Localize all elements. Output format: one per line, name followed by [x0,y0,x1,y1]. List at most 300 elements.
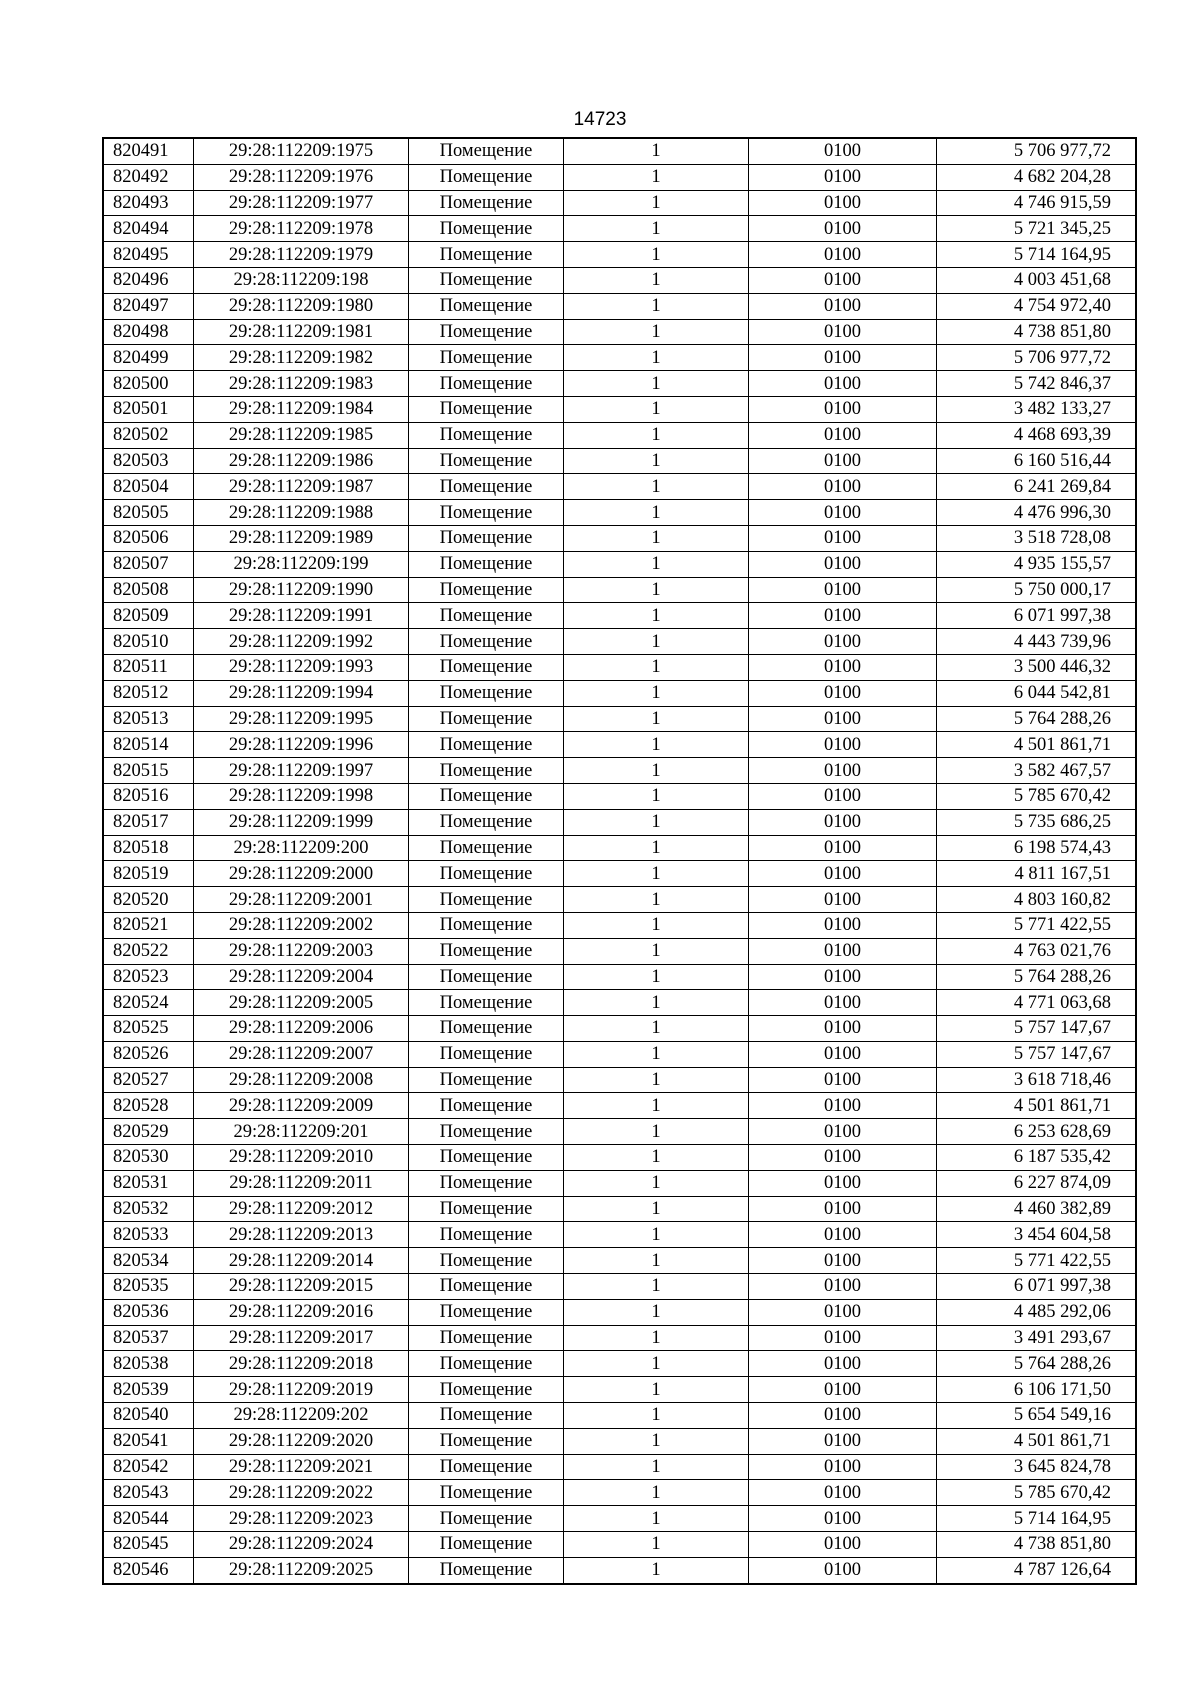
row-number-cell: 820495 [103,242,194,268]
code-cell: 0100 [749,267,937,293]
cadastral-number-cell: 29:28:112209:1988 [194,500,409,526]
code-cell: 0100 [749,783,937,809]
value-cell: 4 485 292,06 [937,1299,1137,1325]
value-cell: 3 500 446,32 [937,654,1137,680]
code-cell: 0100 [749,1325,937,1351]
table-row [103,1557,1136,1583]
row-number-cell: 820512 [103,680,194,706]
quantity-cell: 1 [564,293,749,319]
row-number-cell: 820525 [103,1016,194,1042]
cadastral-number-cell: 29:28:112209:1976 [194,164,409,190]
code-cell: 0100 [749,809,937,835]
quantity-cell: 1 [564,1016,749,1042]
table-row [103,1196,1136,1222]
table-row [103,500,1136,526]
row-number-cell: 820507 [103,551,194,577]
quantity-cell: 1 [564,1351,749,1377]
row-number-cell: 820519 [103,861,194,887]
row-number-cell: 820496 [103,267,194,293]
object-type-cell: Помещение [409,887,564,913]
row-number-cell: 820524 [103,990,194,1016]
code-cell: 0100 [749,1093,937,1119]
row-number-cell: 820504 [103,474,194,500]
code-cell: 0100 [749,1377,937,1403]
quantity-cell: 1 [564,809,749,835]
table-row [103,1480,1136,1506]
value-cell: 3 582 467,57 [937,758,1137,784]
quantity-cell: 1 [564,319,749,345]
object-type-cell: Помещение [409,164,564,190]
cadastral-number-cell: 29:28:112209:2021 [194,1454,409,1480]
cadastral-number-cell: 29:28:112209:1982 [194,345,409,371]
row-number-cell: 820520 [103,887,194,913]
object-type-cell: Помещение [409,500,564,526]
cadastral-number-cell: 29:28:112209:1983 [194,371,409,397]
cadastral-number-cell: 29:28:112209:1978 [194,216,409,242]
quantity-cell: 1 [564,500,749,526]
cadastral-number-cell: 29:28:112209:2019 [194,1377,409,1403]
table-row [103,809,1136,835]
quantity-cell: 1 [564,1170,749,1196]
row-number-cell: 820535 [103,1274,194,1300]
table-row [103,1403,1136,1429]
row-number-cell: 820508 [103,577,194,603]
table-row [103,1428,1136,1454]
value-cell: 4 803 160,82 [937,887,1137,913]
row-number-cell: 820533 [103,1222,194,1248]
quantity-cell: 1 [564,551,749,577]
table-row [103,1016,1136,1042]
cadastral-number-cell: 29:28:112209:2011 [194,1170,409,1196]
value-cell: 4 476 996,30 [937,500,1137,526]
object-type-cell: Помещение [409,1299,564,1325]
cadastral-number-cell: 29:28:112209:2025 [194,1557,409,1583]
code-cell: 0100 [749,1170,937,1196]
code-cell: 0100 [749,861,937,887]
quantity-cell: 1 [564,680,749,706]
table-row [103,474,1136,500]
quantity-cell: 1 [564,267,749,293]
code-cell: 0100 [749,371,937,397]
value-cell: 4 501 861,71 [937,1428,1137,1454]
table-container [102,137,1137,1585]
object-type-cell: Помещение [409,138,564,164]
row-number-cell: 820528 [103,1093,194,1119]
quantity-cell: 1 [564,422,749,448]
table-row [103,577,1136,603]
cadastral-number-cell: 29:28:112209:1994 [194,680,409,706]
code-cell: 0100 [749,164,937,190]
object-type-cell: Помещение [409,1325,564,1351]
page-number: 14723 [573,109,627,130]
quantity-cell: 1 [564,1506,749,1532]
row-number-cell: 820493 [103,190,194,216]
quantity-cell: 1 [564,474,749,500]
value-cell: 5 757 147,67 [937,1016,1137,1042]
cadastral-number-cell: 29:28:112209:1977 [194,190,409,216]
row-number-cell: 820542 [103,1454,194,1480]
value-cell: 5 735 686,25 [937,809,1137,835]
row-number-cell: 820537 [103,1325,194,1351]
quantity-cell: 1 [564,1274,749,1300]
object-type-cell: Помещение [409,654,564,680]
quantity-cell: 1 [564,190,749,216]
quantity-cell: 1 [564,887,749,913]
code-cell: 0100 [749,474,937,500]
quantity-cell: 1 [564,216,749,242]
cadastral-number-cell: 29:28:112209:1986 [194,448,409,474]
row-number-cell: 820534 [103,1248,194,1274]
code-cell: 0100 [749,603,937,629]
value-cell: 6 044 542,81 [937,680,1137,706]
table-row [103,216,1136,242]
cadastral-number-cell: 29:28:112209:2012 [194,1196,409,1222]
object-type-cell: Помещение [409,1454,564,1480]
table-row [103,190,1136,216]
row-number-cell: 820530 [103,1145,194,1171]
value-cell: 3 518 728,08 [937,525,1137,551]
quantity-cell: 1 [564,732,749,758]
value-cell: 6 227 874,09 [937,1170,1137,1196]
value-cell: 6 106 171,50 [937,1377,1137,1403]
value-cell: 5 771 422,55 [937,1248,1137,1274]
object-type-cell: Помещение [409,1041,564,1067]
cadastral-number-cell: 29:28:112209:1992 [194,629,409,655]
row-number-cell: 820509 [103,603,194,629]
table-row [103,1454,1136,1480]
code-cell: 0100 [749,242,937,268]
object-type-cell: Помещение [409,1532,564,1558]
value-cell: 4 754 972,40 [937,293,1137,319]
cadastral-number-cell: 29:28:112209:2001 [194,887,409,913]
cadastral-number-cell: 29:28:112209:1985 [194,422,409,448]
cadastral-number-cell: 29:28:112209:200 [194,835,409,861]
row-number-cell: 820513 [103,706,194,732]
quantity-cell: 1 [564,912,749,938]
row-number-cell: 820518 [103,835,194,861]
code-cell: 0100 [749,1041,937,1067]
row-number-cell: 820503 [103,448,194,474]
code-cell: 0100 [749,551,937,577]
value-cell: 3 482 133,27 [937,396,1137,422]
quantity-cell: 1 [564,938,749,964]
table-row [103,654,1136,680]
property-table [102,137,1137,1585]
quantity-cell: 1 [564,138,749,164]
code-cell: 0100 [749,216,937,242]
table-row [103,319,1136,345]
row-number-cell: 820539 [103,1377,194,1403]
object-type-cell: Помещение [409,345,564,371]
code-cell: 0100 [749,1299,937,1325]
object-type-cell: Помещение [409,629,564,655]
row-number-cell: 820514 [103,732,194,758]
table-row [103,1041,1136,1067]
cadastral-number-cell: 29:28:112209:2009 [194,1093,409,1119]
quantity-cell: 1 [564,990,749,1016]
value-cell: 5 714 164,95 [937,1506,1137,1532]
row-number-cell: 820499 [103,345,194,371]
table-row [103,1299,1136,1325]
code-cell: 0100 [749,1248,937,1274]
cadastral-number-cell: 29:28:112209:2007 [194,1041,409,1067]
code-cell: 0100 [749,577,937,603]
value-cell: 6 241 269,84 [937,474,1137,500]
cadastral-number-cell: 29:28:112209:201 [194,1119,409,1145]
cadastral-number-cell: 29:28:112209:2013 [194,1222,409,1248]
quantity-cell: 1 [564,964,749,990]
code-cell: 0100 [749,138,937,164]
quantity-cell: 1 [564,525,749,551]
code-cell: 0100 [749,1480,937,1506]
table-row [103,1093,1136,1119]
object-type-cell: Помещение [409,267,564,293]
row-number-cell: 820492 [103,164,194,190]
cadastral-number-cell: 29:28:112209:2010 [194,1145,409,1171]
value-cell: 3 491 293,67 [937,1325,1137,1351]
object-type-cell: Помещение [409,706,564,732]
object-type-cell: Помещение [409,577,564,603]
row-number-cell: 820544 [103,1506,194,1532]
value-cell: 5 714 164,95 [937,242,1137,268]
quantity-cell: 1 [564,1299,749,1325]
table-row [103,1377,1136,1403]
object-type-cell: Помещение [409,861,564,887]
row-number-cell: 820536 [103,1299,194,1325]
table-row [103,1532,1136,1558]
row-number-cell: 820522 [103,938,194,964]
object-type-cell: Помещение [409,371,564,397]
row-number-cell: 820502 [103,422,194,448]
cadastral-number-cell: 29:28:112209:2016 [194,1299,409,1325]
table-row [103,1274,1136,1300]
quantity-cell: 1 [564,1377,749,1403]
cadastral-number-cell: 29:28:112209:1993 [194,654,409,680]
object-type-cell: Помещение [409,1351,564,1377]
value-cell: 4 746 915,59 [937,190,1137,216]
table-row [103,448,1136,474]
table-row [103,835,1136,861]
value-cell: 5 706 977,72 [937,138,1137,164]
row-number-cell: 820501 [103,396,194,422]
quantity-cell: 1 [564,1248,749,1274]
value-cell: 4 501 861,71 [937,1093,1137,1119]
code-cell: 0100 [749,1428,937,1454]
value-cell: 5 764 288,26 [937,964,1137,990]
object-type-cell: Помещение [409,1145,564,1171]
object-type-cell: Помещение [409,1119,564,1145]
code-cell: 0100 [749,990,937,1016]
table-row [103,912,1136,938]
code-cell: 0100 [749,835,937,861]
object-type-cell: Помещение [409,1480,564,1506]
cadastral-number-cell: 29:28:112209:1996 [194,732,409,758]
object-type-cell: Помещение [409,293,564,319]
table-row [103,422,1136,448]
row-number-cell: 820538 [103,1351,194,1377]
row-number-cell: 820517 [103,809,194,835]
row-number-cell: 820527 [103,1067,194,1093]
object-type-cell: Помещение [409,809,564,835]
value-cell: 4 501 861,71 [937,732,1137,758]
table-row [103,990,1136,1016]
table-row [103,1506,1136,1532]
code-cell: 0100 [749,680,937,706]
table-row [103,1325,1136,1351]
cadastral-number-cell: 29:28:112209:1984 [194,396,409,422]
code-cell: 0100 [749,500,937,526]
object-type-cell: Помещение [409,448,564,474]
cadastral-number-cell: 29:28:112209:1990 [194,577,409,603]
quantity-cell: 1 [564,448,749,474]
quantity-cell: 1 [564,1067,749,1093]
row-number-cell: 820546 [103,1557,194,1583]
object-type-cell: Помещение [409,422,564,448]
cadastral-number-cell: 29:28:112209:2015 [194,1274,409,1300]
cadastral-number-cell: 29:28:112209:1979 [194,242,409,268]
value-cell: 6 187 535,42 [937,1145,1137,1171]
cadastral-number-cell: 29:28:112209:1989 [194,525,409,551]
object-type-cell: Помещение [409,1557,564,1583]
value-cell: 4 787 126,64 [937,1557,1137,1583]
cadastral-number-cell: 29:28:112209:1998 [194,783,409,809]
quantity-cell: 1 [564,1041,749,1067]
table-row [103,525,1136,551]
code-cell: 0100 [749,758,937,784]
object-type-cell: Помещение [409,1248,564,1274]
code-cell: 0100 [749,1351,937,1377]
code-cell: 0100 [749,1454,937,1480]
object-type-cell: Помещение [409,1093,564,1119]
row-number-cell: 820515 [103,758,194,784]
row-number-cell: 820494 [103,216,194,242]
table-row [103,680,1136,706]
code-cell: 0100 [749,293,937,319]
code-cell: 0100 [749,1557,937,1583]
object-type-cell: Помещение [409,190,564,216]
quantity-cell: 1 [564,654,749,680]
value-cell: 6 198 574,43 [937,835,1137,861]
cadastral-number-cell: 29:28:112209:1980 [194,293,409,319]
cadastral-number-cell: 29:28:112209:2017 [194,1325,409,1351]
row-number-cell: 820521 [103,912,194,938]
table-row [103,603,1136,629]
object-type-cell: Помещение [409,835,564,861]
cadastral-number-cell: 29:28:112209:198 [194,267,409,293]
cadastral-number-cell: 29:28:112209:2023 [194,1506,409,1532]
object-type-cell: Помещение [409,319,564,345]
object-type-cell: Помещение [409,216,564,242]
row-number-cell: 820497 [103,293,194,319]
table-row [103,1248,1136,1274]
row-number-cell: 820516 [103,783,194,809]
row-number-cell: 820543 [103,1480,194,1506]
value-cell: 5 721 345,25 [937,216,1137,242]
cadastral-number-cell: 29:28:112209:1991 [194,603,409,629]
quantity-cell: 1 [564,758,749,784]
table-body [103,138,1136,1584]
table-row [103,138,1136,164]
value-cell: 5 764 288,26 [937,1351,1137,1377]
row-number-cell: 820529 [103,1119,194,1145]
object-type-cell: Помещение [409,912,564,938]
value-cell: 6 160 516,44 [937,448,1137,474]
table-row [103,242,1136,268]
code-cell: 0100 [749,732,937,758]
object-type-cell: Помещение [409,603,564,629]
row-number-cell: 820510 [103,629,194,655]
table-row [103,1119,1136,1145]
cadastral-number-cell: 29:28:112209:1995 [194,706,409,732]
table-row [103,371,1136,397]
value-cell: 5 785 670,42 [937,783,1137,809]
cadastral-number-cell: 29:28:112209:2002 [194,912,409,938]
value-cell: 4 763 021,76 [937,938,1137,964]
quantity-cell: 1 [564,1454,749,1480]
row-number-cell: 820500 [103,371,194,397]
object-type-cell: Помещение [409,990,564,1016]
quantity-cell: 1 [564,1480,749,1506]
cadastral-number-cell: 29:28:112209:2008 [194,1067,409,1093]
code-cell: 0100 [749,525,937,551]
table-row [103,1067,1136,1093]
value-cell: 5 654 549,16 [937,1403,1137,1429]
quantity-cell: 1 [564,1196,749,1222]
quantity-cell: 1 [564,783,749,809]
code-cell: 0100 [749,396,937,422]
row-number-cell: 820523 [103,964,194,990]
cadastral-number-cell: 29:28:112209:2018 [194,1351,409,1377]
object-type-cell: Помещение [409,1222,564,1248]
code-cell: 0100 [749,654,937,680]
table-row [103,551,1136,577]
cadastral-number-cell: 29:28:112209:1987 [194,474,409,500]
row-number-cell: 820491 [103,138,194,164]
object-type-cell: Помещение [409,1377,564,1403]
object-type-cell: Помещение [409,783,564,809]
table-row [103,267,1136,293]
value-cell: 5 757 147,67 [937,1041,1137,1067]
table-row [103,164,1136,190]
row-number-cell: 820506 [103,525,194,551]
cadastral-number-cell: 29:28:112209:199 [194,551,409,577]
code-cell: 0100 [749,345,937,371]
value-cell: 3 645 824,78 [937,1454,1137,1480]
quantity-cell: 1 [564,706,749,732]
cadastral-number-cell: 29:28:112209:2022 [194,1480,409,1506]
value-cell: 4 935 155,57 [937,551,1137,577]
cadastral-number-cell: 29:28:112209:2003 [194,938,409,964]
quantity-cell: 1 [564,1093,749,1119]
table-row [103,1351,1136,1377]
value-cell: 5 771 422,55 [937,912,1137,938]
code-cell: 0100 [749,422,937,448]
table-row [103,629,1136,655]
value-cell: 4 003 451,68 [937,267,1137,293]
table-row [103,964,1136,990]
quantity-cell: 1 [564,371,749,397]
cadastral-number-cell: 29:28:112209:2024 [194,1532,409,1558]
row-number-cell: 820545 [103,1532,194,1558]
code-cell: 0100 [749,1403,937,1429]
code-cell: 0100 [749,912,937,938]
quantity-cell: 1 [564,1222,749,1248]
table-row [103,706,1136,732]
code-cell: 0100 [749,319,937,345]
object-type-cell: Помещение [409,242,564,268]
code-cell: 0100 [749,190,937,216]
object-type-cell: Помещение [409,964,564,990]
